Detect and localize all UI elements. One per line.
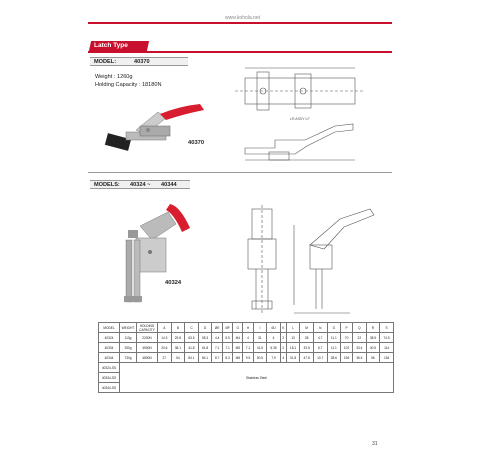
table-cell: 56: [366, 353, 380, 363]
table-cell: 8.7: [212, 353, 223, 363]
table-row: [99, 333, 394, 343]
table-cell: 54: [171, 353, 185, 363]
model1-weight: Weight : 1260g: [95, 74, 133, 80]
model1-specs: [95, 74, 162, 89]
table-cell: 2200N: [137, 333, 158, 343]
table-cell: 7.1: [243, 343, 253, 353]
stainless-note-cell: Stainless Steel: [120, 363, 394, 393]
header-r: R: [366, 323, 380, 333]
table-cell: 7.1: [212, 343, 223, 353]
header-i: I: [253, 323, 267, 333]
table-cell: 730g: [120, 353, 137, 363]
table-cell: 250g: [120, 343, 137, 353]
table-cell: 13: [286, 333, 300, 343]
table-cell: 5.5: [222, 333, 232, 343]
header-m: M: [300, 323, 314, 333]
table-cell: 2: [280, 343, 286, 353]
table-cell: 4: [267, 333, 281, 343]
table-cell: 2: [280, 333, 286, 343]
table-cell: 11.1: [327, 343, 341, 353]
table-cell: 28: [300, 333, 314, 343]
product-photo-40370: [100, 100, 220, 160]
table-cell: 40324: [99, 333, 120, 343]
table-cell: 7.9: [267, 353, 281, 363]
header-k: K: [280, 323, 286, 333]
header-holding-capacity: HOLDING CAPACITY: [137, 323, 158, 333]
table-cell: 22: [353, 333, 367, 343]
table-cell: 6.7: [313, 343, 327, 353]
table-cell: 38.5: [366, 333, 380, 343]
header-url: www.kohola.net: [224, 15, 261, 21]
model-bar-40370: [90, 57, 188, 66]
table-cell: 33.5: [300, 343, 314, 353]
header-b: B: [171, 323, 185, 333]
section-title: Latch Type: [94, 42, 128, 49]
table-cell: 84.1: [185, 353, 199, 363]
header-l: L: [286, 323, 300, 333]
section-underline: [88, 51, 392, 53]
technical-drawing-40324-side: [290, 205, 380, 315]
table-cell: 40344: [99, 353, 120, 363]
table-cell: 4.4: [212, 333, 223, 343]
model-bar-40324-40344: [90, 180, 190, 189]
technical-drawing-40324-front: [240, 205, 285, 315]
table-cell: 154: [380, 353, 394, 363]
table-cell: 63.5: [185, 333, 199, 343]
table-cell: 18.1: [286, 343, 300, 353]
table-cell: 7.1: [222, 343, 232, 353]
header-c: C: [185, 323, 199, 333]
model-label: MODEL:: [94, 59, 117, 65]
drawing-note: LR ASSY LF: [290, 117, 310, 121]
model2-part-label: 40324: [165, 280, 182, 286]
table-cell: 4: [280, 353, 286, 363]
table-cell: 40.5: [366, 343, 380, 353]
header-p: P: [341, 323, 353, 333]
table-cell: 41.5: [253, 343, 267, 353]
table-cell: 31.8: [286, 353, 300, 363]
table-cell: 55.3: [198, 333, 212, 343]
table-cell: 40334-SS: [99, 373, 120, 383]
header-weight: WEIGHT: [120, 323, 137, 333]
table-cell: 40334: [99, 343, 120, 353]
table-cell: 33.4: [353, 343, 367, 353]
table-header-row: [99, 323, 394, 333]
table-cell: 4500N: [137, 343, 158, 353]
table-cell: 113g: [120, 333, 137, 343]
table-cell: 4800N: [137, 353, 158, 363]
technical-drawing-40370-side: [235, 118, 365, 163]
model-number: 40370: [134, 59, 150, 65]
header-q: Q: [353, 323, 367, 333]
product-photo-40324: [110, 200, 200, 310]
table-cell: 84.1: [198, 353, 212, 363]
table-cell: M8: [233, 353, 243, 363]
header-j: ØJ: [267, 323, 281, 333]
table-cell: 156: [341, 353, 353, 363]
table-cell: 41.8: [185, 343, 199, 353]
table-cell: 114: [380, 343, 394, 353]
header-h: H: [243, 323, 253, 333]
models-number-to: 40344: [161, 182, 177, 188]
table-cell: 27: [158, 353, 172, 363]
header-a: A: [158, 323, 172, 333]
models-number-from: 40324 ~: [130, 182, 151, 188]
header-n: N: [313, 323, 327, 333]
table-cell: 36.5: [353, 353, 367, 363]
header-divider: [88, 22, 392, 24]
table-cell: 20.6: [158, 343, 172, 353]
table-cell: 74.5: [380, 333, 394, 343]
table-cell: M4: [233, 333, 243, 343]
table-cell: 70: [341, 333, 353, 343]
header-model: MODEL: [99, 323, 120, 333]
table-cell: 47.8: [300, 353, 314, 363]
table-cell: 40344-SS: [99, 383, 120, 393]
spec-table: [98, 322, 394, 393]
table-cell: 61.8: [198, 343, 212, 353]
table-cell: 4: [243, 333, 253, 343]
header-o: O: [327, 323, 341, 333]
table-cell: 40324-SS: [99, 363, 120, 373]
table-row: [99, 363, 394, 373]
table-row: [99, 343, 394, 353]
page-number: 31: [372, 441, 378, 447]
technical-drawing-40370-top: [235, 66, 365, 116]
table-row: [99, 353, 394, 363]
table-cell: 102: [341, 343, 353, 353]
header-g: G: [233, 323, 243, 333]
table-cell: 28.6: [327, 353, 341, 363]
header-f: ØF: [222, 323, 232, 333]
table-cell: 29.8: [171, 333, 185, 343]
table-cell: 8.3: [222, 353, 232, 363]
table-cell: 31: [253, 333, 267, 343]
section-divider: [88, 172, 392, 173]
table-cell: 10.7: [313, 353, 327, 363]
table-cell: 6.35: [267, 343, 281, 353]
model1-capacity: Holding Capacity : 18180N: [95, 81, 162, 88]
section-title-tab: [89, 41, 149, 51]
header-e: ØE: [212, 323, 223, 333]
model1-part-label: 40370: [188, 140, 205, 146]
header-d: D: [198, 323, 212, 333]
table-cell: 11.1: [327, 333, 341, 343]
header-s: S: [380, 323, 394, 333]
models-label: MODELS:: [94, 182, 120, 188]
table-cell: 14.3: [158, 333, 172, 343]
table-cell: 38.1: [171, 343, 185, 353]
table-cell: 50.5: [253, 353, 267, 363]
table-cell: 9.5: [243, 353, 253, 363]
table-cell: 4.7: [313, 333, 327, 343]
table-cell: M5: [233, 343, 243, 353]
